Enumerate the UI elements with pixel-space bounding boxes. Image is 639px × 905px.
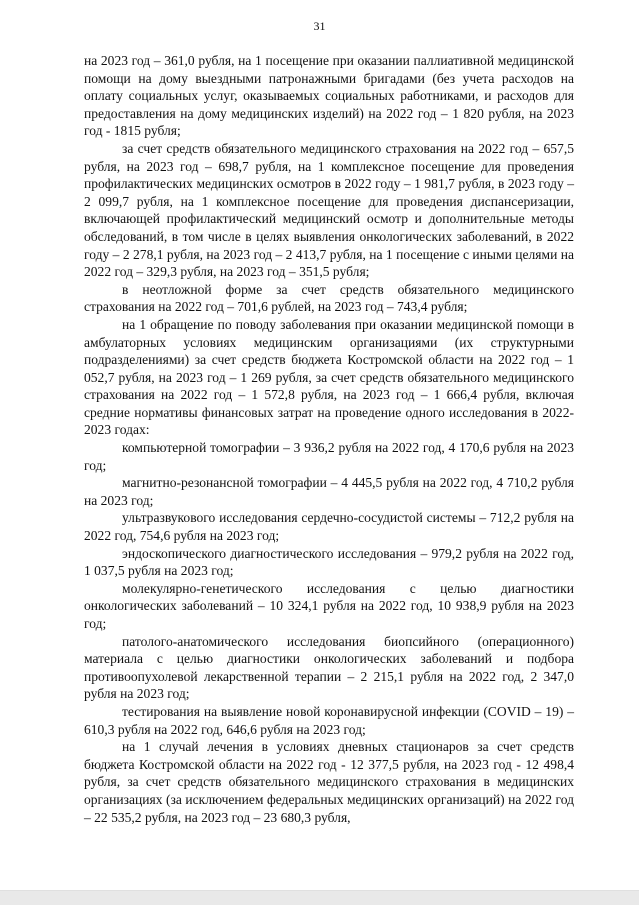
paragraph-3: в неотложной форме за счет средств обязательного медицинского страхования на 2022 год – 701,6 рублей, на 2023 год – 743,4 рубля; <box>84 281 574 315</box>
page-bottom-edge <box>0 890 639 905</box>
paragraph-5: компьютерной томографии – 3 936,2 рубля на 2022 год, 4 170,6 рубля на 2023 год; <box>84 440 574 473</box>
paragraph-2: за счет средств обязательного медицинского страхования на 2022 год – 657,5 рубля, на 2023 год – 698,7 рубля, на 1 комплексное посещение для проведения профилактических медицинских осмотров в 2022 году – 1 981,7 рубля, в 2023 году – 2 099,7 рубля, на 1 комплексное посещение для проведения диспансеризации, включающей профилактический медицинский осмотр и дополнительные методы обследований, в том числе в целях выявления онкологических заболеваний, в 2022 году – 2 278,1 рубля, на 2023 год – 2 413,7 рубля, на 1 посещение с иными целями на 2022 год – 329,3 рубля, на 2023 год – 351,5 рубля; <box>84 140 574 280</box>
document-body <box>84 52 574 826</box>
paragraph-7: ультразвукового исследования сердечно-сосудистой системы – 712,2 рубля на 2022 год, 754,6 рубля на 2023 год; <box>84 510 574 544</box>
paragraph-8: эндоскопического диагностического исследования – 979,2 рубля на 2022 год, 1 037,5 рубля на 2023 год; <box>84 545 574 579</box>
page-number: 31 <box>313 19 326 33</box>
paragraph-6: магнитно-резонансной томографии – 4 445,5 рубля на 2022 год, 4 710,2 рубля на 2023 год; <box>84 475 574 508</box>
paragraph-1: на 2023 год – 361,0 рубля, на 1 посещение при оказании паллиативной медицинской помощи на дому выездными патронажными бригадами (без учета расходов на оплату социальных услуг, оказываемых социальных работниками, и расходов для предоставления на дому медицинских изделий) на 2022 год – 1 820 рубля, на 2023 год - 1815 рубля; <box>84 53 574 139</box>
paragraph-11: тестирования на выявление новой коронавирусной инфекции (COVID – 19) – 610,3 рубля на 2022 год, 646,6 рубля на 2023 год; <box>84 703 574 737</box>
paragraph-9: молекулярно-генетического исследования с целью диагностики онкологических заболеваний – 10 324,1 рубля на 2022 год, 10 938,9 рубля на 2023 год; <box>84 580 574 631</box>
paragraph-4: на 1 обращение по поводу заболевания при оказании медицинской помощи в амбулаторных условиях медицинским организациями (их структурными подразделениями) за счет средств бюджета Костромской области на 2022 год – 1 052,7 рубля, на 2023 год – 1 269 рубля, за счет средств обязательного медицинского страхования на 2022 год – 1 572,8 рубля, на 2023 год – 1 666,4 рубля, включая средние нормативы финансовых затрат на проведение одного исследования в 2022-2023 годах: <box>84 316 574 438</box>
paragraph-12: на 1 случай лечения в условиях дневных стационаров за счет средств бюджета Костромской области на 2022 год - 12 377,5 рубля, на 2023 год - 12 498,4 рубля, за счет средств обязательного медицинского страхования в медицинских организациях (за исключением федеральных медицинских организаций) на 2022 год – 22 535,2 рубля, на 2023 год – 23 680,3 рубля, <box>84 739 574 825</box>
paragraph-10: патолого-анатомического исследования биопсийного (операционного) материала с целью диагностики онкологических заболеваний и подбора противоопухолевой лекарственной терапии – 2 215,1 рубля на 2022 год, 2 347,0 рубля на 2023 год; <box>84 633 574 702</box>
